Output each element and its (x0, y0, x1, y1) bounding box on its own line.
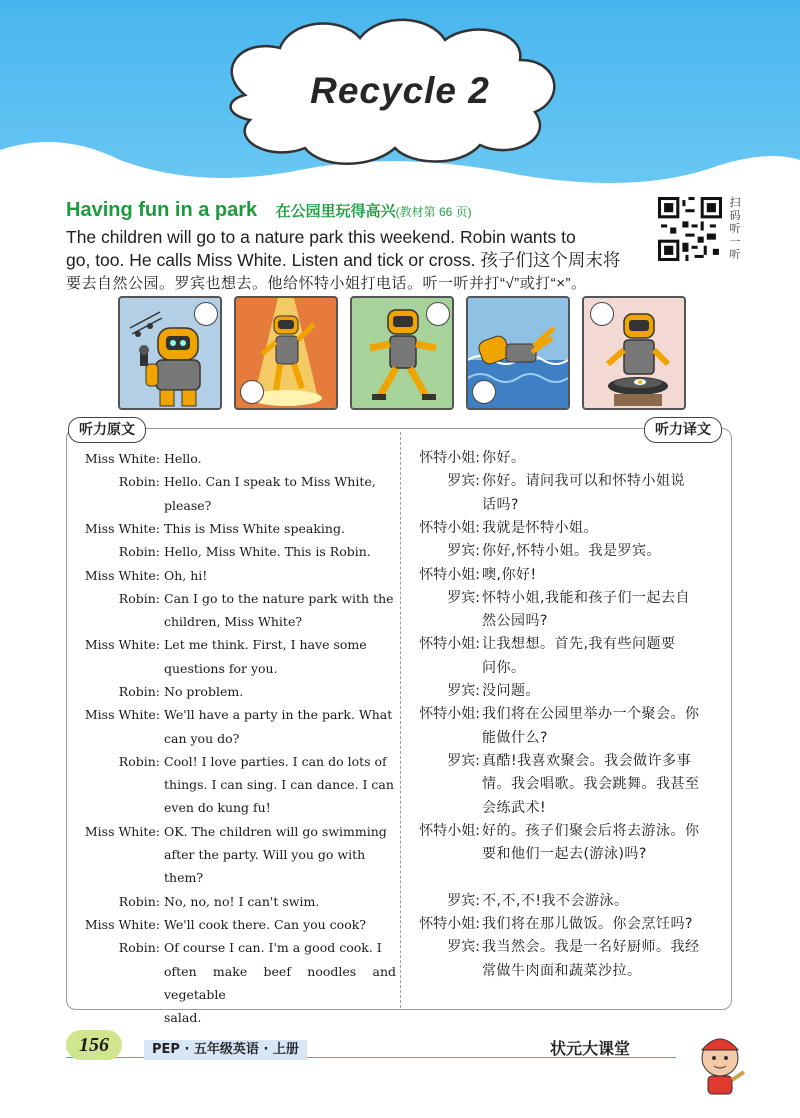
brand-name: 状元大课堂 (550, 1039, 631, 1058)
speaker-name: Robin: (118, 940, 160, 956)
instructions (66, 226, 646, 295)
dialogue-text: No, no, no! I can't swim. (164, 893, 320, 909)
picture-cooking (582, 296, 686, 410)
speaker-name: Miss White: (84, 917, 160, 932)
speaker-name: 罗宾: (447, 543, 480, 560)
speaker-name: Robin: (118, 474, 160, 490)
dialogue-text: 我当然会。我是一名好厨师。我经 常做牛肉面和蔬菜沙拉。 (482, 939, 700, 979)
speaker-name: Miss White: (84, 637, 160, 653)
speaker-name: Robin: (118, 544, 160, 560)
instruction-line: 要去自然公园。罗宾也想去。他给怀特小姐打电话。听一听并打“√”或打“×”。 (66, 275, 587, 292)
mascot-icon (690, 1028, 750, 1098)
speaker-name: 怀特小姐: (419, 450, 480, 466)
speaker-name: 罗宾: (447, 473, 480, 490)
speaker-name: Robin: (118, 893, 160, 909)
dialogue-text: Cool! I love parties. I can do lots of things. I can sing. I can dance. I can even do kung fu! (164, 753, 394, 816)
answer-circle[interactable] (240, 380, 264, 404)
page-title: Recycle 2 (310, 70, 490, 111)
answer-circle[interactable] (194, 302, 218, 326)
section-title-cn: 在公园里玩得高兴 (275, 203, 396, 220)
answer-circle[interactable] (590, 302, 614, 326)
speaker-name: 怀特小姐: (419, 636, 480, 653)
speaker-name: Miss White: (84, 520, 160, 536)
dialogue-text: Oh, hi! (164, 567, 208, 583)
picture-singing (118, 296, 222, 410)
dialogue-text: 你好,怀特小姐。我是罗宾。 (482, 543, 661, 560)
tab-translation: 听力译文 (644, 417, 722, 443)
speaker-name: 罗宾: (447, 752, 480, 769)
speaker-name: 怀特小姐: (419, 916, 480, 932)
dialogue-text: 我们将在公园里举办一个聚会。你 能做什么? (482, 706, 700, 746)
header-banner (0, 0, 800, 195)
instruction-line: The children will go to a nature park this weekend. Robin wants to (66, 227, 576, 247)
speaker-name: Miss White: (84, 707, 160, 723)
section-title-en: Having fun in a park (66, 199, 258, 221)
speaker-name: Robin: (118, 590, 160, 606)
dialogue-text: 你好。请问我可以和怀特小姐说 话吗? (482, 473, 685, 513)
picture-swimming (466, 296, 570, 410)
qr-code-icon[interactable] (658, 197, 722, 261)
section-heading (66, 199, 472, 222)
speaker-name: Miss White: (84, 451, 160, 466)
dialogue-text: 真酷!我喜欢聚会。我会做许多事 情。我会唱歌。我会跳舞。我甚至 会练武术! (482, 752, 700, 816)
speaker-name: Robin: (118, 684, 160, 699)
tab-original-text: 听力原文 (68, 417, 146, 443)
speaker-name: Miss White: (84, 567, 160, 583)
dialogue-text: Can I go to the nature park with the children, Miss White? (164, 590, 394, 630)
picture-dancing (234, 296, 338, 410)
dialogue-text: OK. The children will go swimming after the party. Will you go with them? (164, 823, 387, 886)
dialogue-text: This is Miss White speaking. (164, 520, 345, 536)
dialogue-text: Hello. Can I speak to Miss White, please? (164, 474, 376, 513)
column-divider (400, 432, 401, 1008)
dialogue-text: 没问题。 (482, 683, 540, 699)
dialogue-text: Let me think. First, I have some questions for you. (164, 637, 367, 676)
dialogue-text: We'll cook there. Can you cook? (164, 917, 367, 932)
speaker-name: 怀特小姐: (419, 519, 480, 536)
speaker-name: Miss White: (84, 823, 160, 839)
dialogue-text: Hello, Miss White. This is Robin. (164, 544, 371, 560)
dialogue-text: 我们将在那儿做饭。你会烹饪吗? (482, 916, 693, 932)
dialogue-text: Hello. (164, 451, 202, 466)
speaker-name: 怀特小姐: (419, 706, 480, 723)
dialogue-text: 让我想想。首先,我有些问题要 问你。 (482, 636, 676, 676)
speaker-name: 罗宾: (447, 939, 480, 956)
book-title: PEP · 五年级英语 · 上册 (144, 1040, 307, 1060)
dialogue-text: We'll have a party in the park. What can you do? (164, 707, 393, 746)
qr-label: 扫码听一听 (729, 196, 741, 261)
speaker-name: 罗宾: (447, 892, 480, 909)
picture-kungfu (350, 296, 454, 410)
dialogue-text: 我就是怀特小姐。 (482, 519, 598, 536)
speaker-name: 怀特小姐: (419, 822, 480, 839)
speaker-name: 罗宾: (447, 683, 480, 699)
speaker-name: 罗宾: (447, 589, 480, 606)
dialogue-text: Of course I can. I'm a good cook. I often make beef noodles and vegetable salad. (164, 940, 396, 1026)
instruction-line: go, too. He calls Miss White. Listen and tick or cross. 孩子们这个周末将 (66, 250, 621, 270)
speaker-name: 怀特小姐: (419, 566, 480, 583)
page-number: 156 (66, 1030, 122, 1060)
answer-circle[interactable] (472, 380, 496, 404)
dialogue-text: No problem. (164, 684, 244, 699)
dialogue-text: 噢,你好! (482, 566, 537, 583)
dialogue-text: 好的。孩子们聚会后将去游泳。你 要和他们一起去(游泳)吗? (482, 822, 700, 863)
textbook-reference: (教材第 66 页) (395, 205, 472, 219)
dialogue-text: 你好。 (482, 450, 526, 466)
dialogue-text: 怀特小姐,我能和孩子们一起去自 然公园吗? (482, 589, 690, 630)
dialogue-text: 不,不,不!我不会游泳。 (482, 892, 629, 909)
speaker-name: Robin: (118, 753, 160, 769)
answer-circle[interactable] (426, 302, 450, 326)
